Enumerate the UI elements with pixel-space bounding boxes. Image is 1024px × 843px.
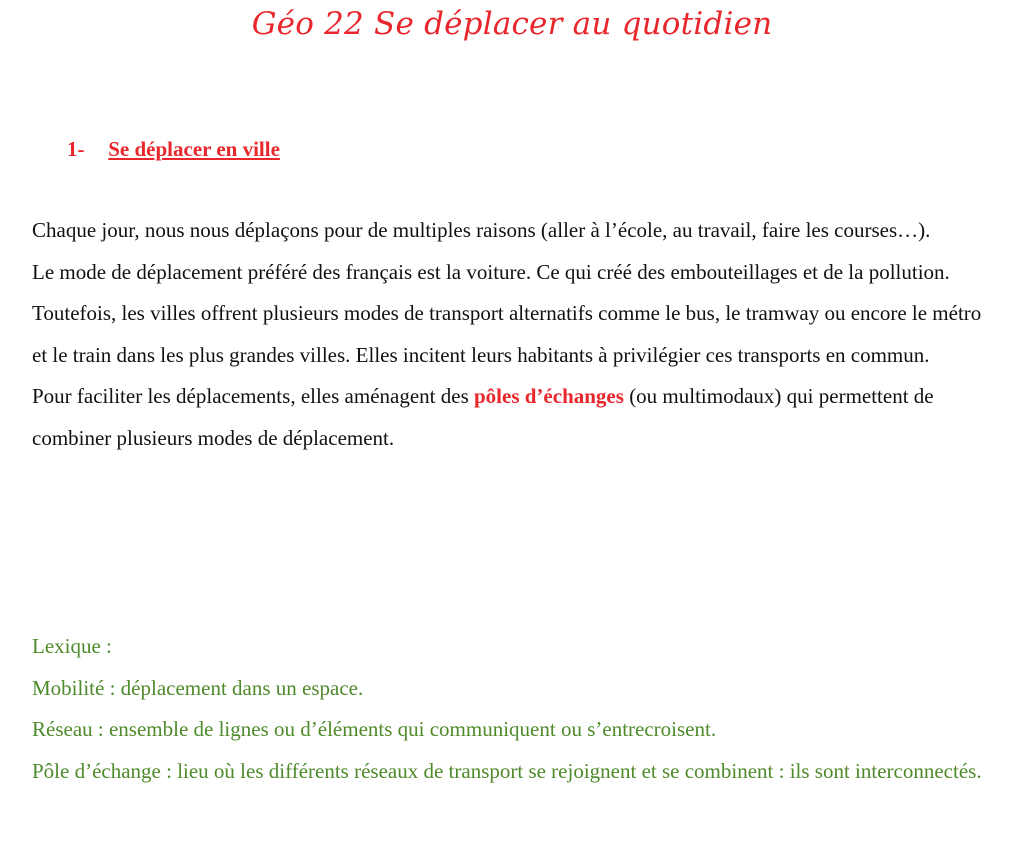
body-text bbox=[32, 210, 992, 459]
lexique-entry: Pôle d’échange : lieu où les différents réseaux de transport se rejoignent et se combinent : ils sont interconnectés. bbox=[32, 758, 982, 783]
section-title: Se déplacer en ville bbox=[108, 137, 280, 161]
lexique-section bbox=[32, 626, 992, 792]
page-title: Géo 22 Se déplacer au quotidien bbox=[251, 6, 773, 42]
section-number: 1- bbox=[67, 137, 85, 161]
paragraph-text: (ou multimodaux) qui permettent de combiner plusieurs modes de déplacement. bbox=[32, 384, 934, 450]
paragraph: Toutefois, les villes offrent plusieurs modes de transport alternatifs comme le bus, le tramway ou encore le métro et le train dans les plus grandes villes. Elles incitent leurs habitants à privilégier ces transports en commun. bbox=[32, 301, 982, 367]
section-heading bbox=[67, 134, 280, 164]
lexique-entry: Mobilité : déplacement dans un espace. bbox=[32, 675, 364, 700]
lexique-entry: Réseau : ensemble de lignes ou d’éléments qui communiquent ou s’entrecroisent. bbox=[32, 717, 717, 741]
lexique-heading: Lexique : bbox=[32, 634, 112, 658]
highlighted-term: pôles d’échanges bbox=[474, 384, 624, 408]
paragraph: Chaque jour, nous nous déplaçons pour de multiples raisons (aller à l’école, au travail, faire les courses…). bbox=[32, 218, 931, 242]
paragraph bbox=[32, 376, 992, 459]
paragraph-text: Pour faciliter les déplacements, elles aménagent des bbox=[32, 384, 474, 408]
paragraph: Le mode de déplacement préféré des français est la voiture. Ce qui créé des embouteillages et de la pollution. bbox=[32, 259, 950, 284]
